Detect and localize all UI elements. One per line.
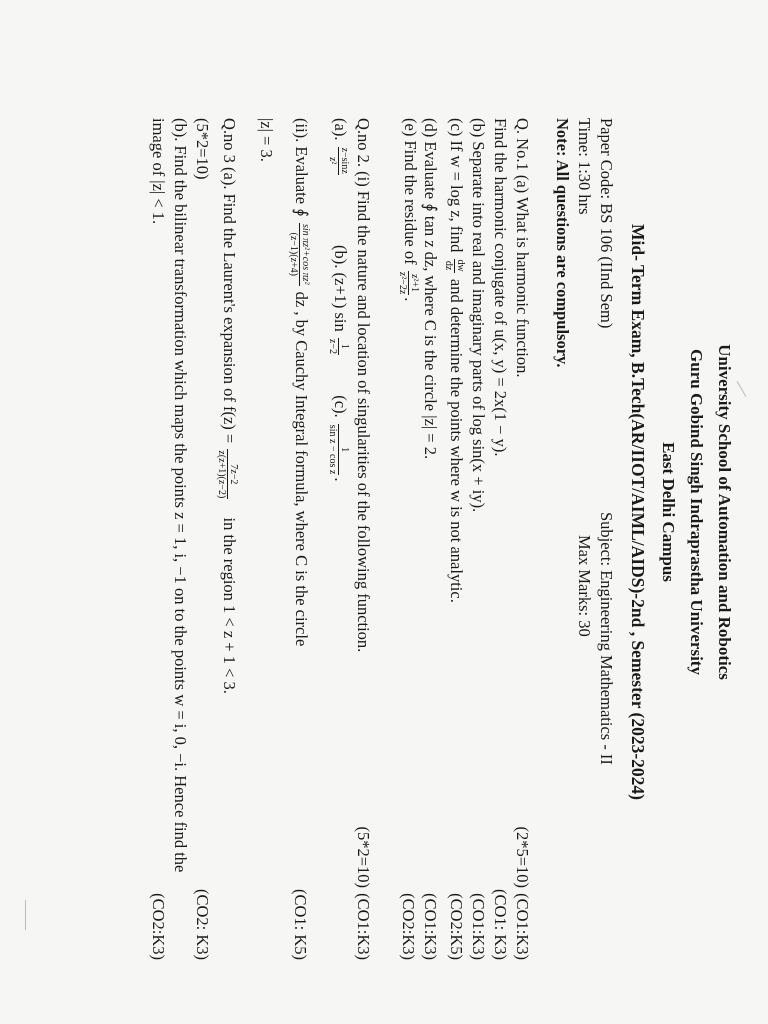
q2-b-num: 1 — [338, 338, 350, 355]
q2-a-num: z−sinz — [339, 147, 351, 174]
q3-a-post: in the region 1 < z + 1 < 3. — [220, 517, 239, 694]
school-title: University School of Automation and Robotics — [715, 344, 734, 680]
q2-ii-fraction — [288, 223, 311, 286]
q2-head: Q.no 2. (i) Find the nature and location of singularities of the following function. — [354, 118, 373, 653]
exam-title: Mid- Term Exam, B.Tech(AR/IIOT/AIML/AIDS)-2nd , Semester (2023-2024) — [628, 223, 648, 801]
q2-functions — [326, 118, 354, 481]
university-title: Guru Gobind Singh Indraprastha University — [687, 349, 706, 675]
q2-b-label: (b). (z+1) sin — [331, 245, 350, 332]
q2-c-fraction — [327, 424, 350, 476]
subject: Subject: Engineering Mathematics - II — [597, 512, 616, 765]
q3-b-co: (CO2:K3) — [149, 893, 168, 960]
q3-a-num: 7z−2 — [227, 449, 239, 499]
q3-a — [214, 118, 244, 694]
max-marks: Max Marks: 30 — [575, 535, 594, 637]
q2-c-label: (c). — [331, 395, 350, 418]
q3-a-pre: Q.no 3 (a). Find the Laurent's expansion of f(z) = — [220, 118, 239, 444]
q2-a-label: (a). — [331, 118, 350, 141]
time: Time: 1:30 hrs — [575, 118, 594, 215]
q2-b-fraction — [327, 338, 350, 355]
paper-code: Paper Code: BS 106 (IInd Sem) — [597, 118, 616, 329]
q3-b-cont: image of |z| < 1. — [149, 118, 168, 225]
q1-e-den: z²−2z — [397, 271, 409, 295]
scan-mark — [25, 900, 26, 930]
q1-a-co: (CO1:K3) — [513, 893, 532, 960]
q2-c-den: sin z − cos z — [327, 424, 339, 475]
q2-marks: (5*2=10) — [354, 826, 373, 888]
q3-marks: (5*2=10) — [193, 118, 212, 180]
q1-c-den: dz — [443, 260, 455, 271]
q2-ii-co: (CO1: K5) — [291, 888, 310, 960]
q2-ii-post: dz , by Cauchy Integral formula, where C is the circle — [292, 291, 311, 647]
note: Note: All questions are compulsory. — [553, 118, 572, 368]
q3-b: (b). Find the bilinear transformation which maps the points z = 1, i, −1 on to the points w = i, 0, −i. Hence find the — [171, 118, 190, 873]
q2-a-den: z² — [327, 156, 339, 165]
q1-b: (b) Separate into real and imaginary parts of log sin(x + iy). — [469, 118, 488, 513]
q1-c — [442, 118, 470, 603]
q2-ii-den: (z−1)(z+4) — [288, 232, 300, 276]
q1-marks: (2*5=10) — [513, 826, 532, 888]
q1-e-num: z²+1 — [408, 271, 420, 296]
q1-d: (d) Evaluate ∮ tan z dz, where C is the circle |z| = 2. — [421, 118, 440, 460]
q2-c-post: . — [331, 477, 350, 482]
q2-ii-pre: (ii). Evaluate ∮ — [292, 118, 311, 217]
q1-c-co: (CO2:K5) — [447, 893, 466, 960]
q1-c-post: and determine the points where w is not analytic. — [447, 278, 466, 603]
q2-a-fraction — [327, 147, 350, 175]
q1-e-fraction — [397, 271, 420, 296]
q1-e-co: (CO2:K3) — [399, 893, 418, 960]
q3-a-den: z(z+1)(z−2) — [216, 450, 228, 499]
campus-title: East Delhi Campus — [659, 442, 678, 582]
q1-a2-co: (CO1: K3) — [491, 888, 510, 960]
q2-ii-num: sin πz²+cos πz² — [300, 223, 312, 285]
q3-a-co: (CO2: K3) — [193, 888, 212, 960]
q1-a: Q. No.1 (a) What is harmonic function. — [513, 118, 532, 378]
q1-e — [396, 118, 424, 301]
q2-ii — [286, 118, 316, 646]
q3-a-fraction — [216, 449, 239, 499]
q2-b-den: z−2 — [327, 338, 339, 354]
scan-mark — [737, 381, 747, 397]
q1-c-fraction — [443, 259, 466, 273]
q1-d-co: (CO1:K3) — [421, 893, 440, 960]
q1-c-pre: (c) If w = log z, find — [447, 118, 466, 253]
q2-ii-cont: |z| = 3. — [257, 118, 276, 162]
q1-e-post: . — [401, 297, 420, 302]
q1-c-num: dw — [455, 259, 467, 272]
q2-c-num: 1 — [338, 424, 350, 476]
q2-co: (CO1:K3) — [354, 893, 373, 960]
q1-b-co: (CO1:K3) — [469, 893, 488, 960]
q1-a-part2: Find the harmonic conjugate of u(x, y) = 2x(1 − y). — [491, 118, 510, 457]
q1-e-pre: (e) Find the residue of — [401, 118, 420, 265]
